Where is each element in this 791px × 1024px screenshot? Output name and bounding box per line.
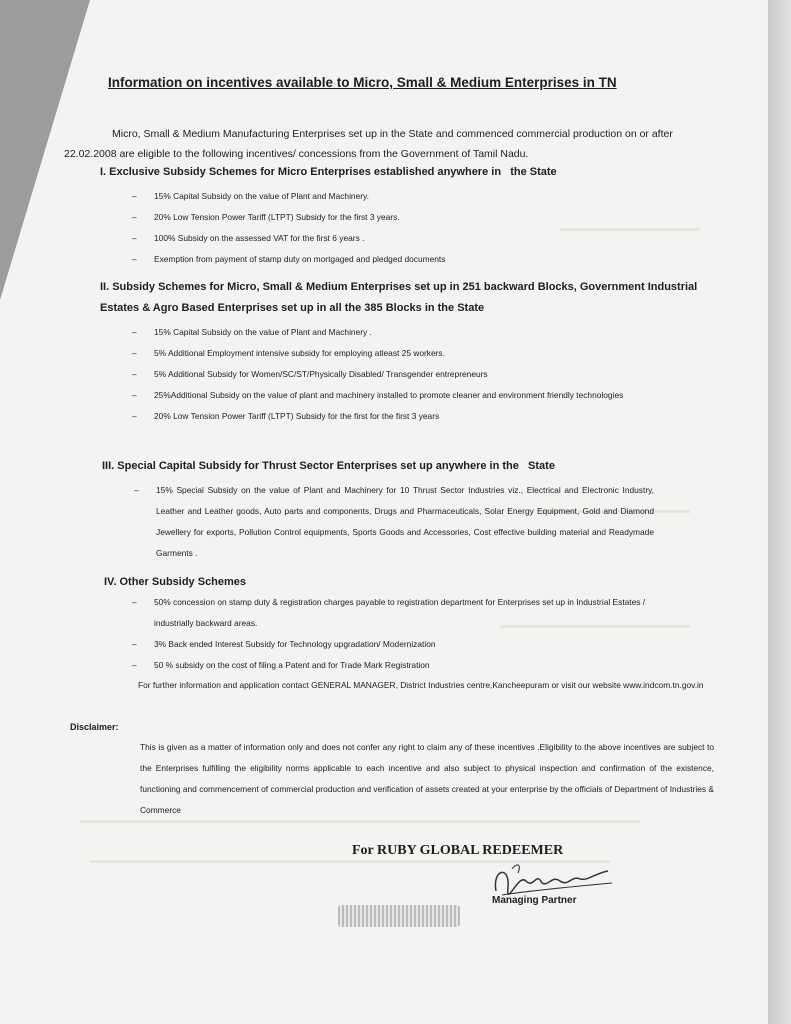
list-item: – 20% Low Tension Power Tariff (LTPT) Subsidy for the first for the first 3 years bbox=[132, 406, 672, 427]
list-item: – 15% Special Subsidy on the value of Plant and Machinery for 10 Thrust Sector Industries viz., Electrical and Electronic Industry, Leather and Leather goods, Auto parts and components, Drugs and Pharmaceuticals, Solar Energy Equipment, Gold and Diamond Jewellery for exports, Pollution Control equipments, Sports Goods and Accessories, Cost effective building material and Readymade Garments . bbox=[134, 480, 654, 564]
section-4-heading: IV. Other Subsidy Schemes bbox=[104, 576, 247, 588]
signature-for-line: For RUBY GLOBAL REDEEMER bbox=[352, 843, 564, 858]
section-1-heading: I. Exclusive Subsidy Schemes for Micro Enterprises established anywhere in the State bbox=[100, 166, 557, 178]
intro-text: Micro, Small & Medium Manufacturing Enterprises set up in the State and commenced commercial production on or after 22.02.2008 are eligible to the following incentives/ concessions from the Government of Tamil Nadu. bbox=[64, 128, 673, 160]
list-item: – 15% Capital Subsidy on the value of Plant and Machinery. bbox=[132, 186, 712, 207]
section-1-list bbox=[132, 186, 712, 270]
section-2-list bbox=[132, 322, 672, 427]
managing-partner-label: Managing Partner bbox=[492, 895, 577, 906]
disclaimer-text: This is given as a matter of information only and does not confer any right to claim any of these incentives .Eligibility to the above incentives are subject to the Enterprises fulfilling the eligibility norms applicable to each incentive and also subject to physical inspection and confirmation of the existence, functioning and commencement of commercial production and verification of assets created at your enterprise by the officials of Department of Industries & Commerce bbox=[140, 742, 714, 815]
list-item: – 3% Back ended Interest Subsidy for Technology upgradation/ Modernization bbox=[132, 634, 660, 655]
section-4-list bbox=[132, 592, 660, 676]
list-item: – Exemption from payment of stamp duty on mortgaged and pledged documents bbox=[132, 249, 712, 270]
intro-paragraph bbox=[64, 124, 724, 164]
list-item: – 20% Low Tension Power Tariff (LTPT) Subsidy for the first 3 years. bbox=[132, 207, 712, 228]
list-item: – 15% Capital Subsidy on the value of Plant and Machinery . bbox=[132, 322, 672, 343]
handwritten-signature bbox=[488, 857, 618, 899]
list-item: – 5% Additional Employment intensive subsidy for employing atleast 25 workers. bbox=[132, 343, 672, 364]
list-item: – 5% Additional Subsidy for Women/SC/ST/Physically Disabled/ Transgender entrepreneurs bbox=[132, 364, 672, 385]
list-item: – 50% concession on stamp duty & registration charges payable to registration department for Enterprises set up in Industrial Estates / industrially backward areas. bbox=[132, 592, 660, 634]
list-item: – 100% Subsidy on the assessed VAT for the first 6 years . bbox=[132, 228, 712, 249]
list-item: – 25%Additional Subsidy on the value of plant and machinery installed to promote cleaner and environment friendly technologies bbox=[132, 385, 672, 406]
page-edge-shadow bbox=[768, 0, 791, 1024]
section-3-heading: III. Special Capital Subsidy for Thrust Sector Enterprises set up anywhere in the State bbox=[102, 460, 555, 472]
stamp-smudge bbox=[338, 905, 460, 927]
section-3-list bbox=[134, 480, 654, 564]
section-2-heading: II. Subsidy Schemes for Micro, Small & Medium Enterprises set up in 251 backward Blocks, Government Industrial Estates & Agro Based Enterprises set up in all the 385 Blocks in the State bbox=[100, 281, 698, 314]
document-title: Information on incentives available to Micro, Small & Medium Enterprises in TN bbox=[108, 75, 617, 90]
disclaimer-label: Disclaimer: bbox=[70, 722, 119, 732]
list-item: – 50 % subsidy on the cost of filing a Patent and for Trade Mark Registration bbox=[132, 655, 660, 676]
further-info-text: For further information and application contact GENERAL MANAGER, District Industries centre,Kancheepuram or visit our website www.indcom.tn.gov.in bbox=[138, 680, 704, 690]
